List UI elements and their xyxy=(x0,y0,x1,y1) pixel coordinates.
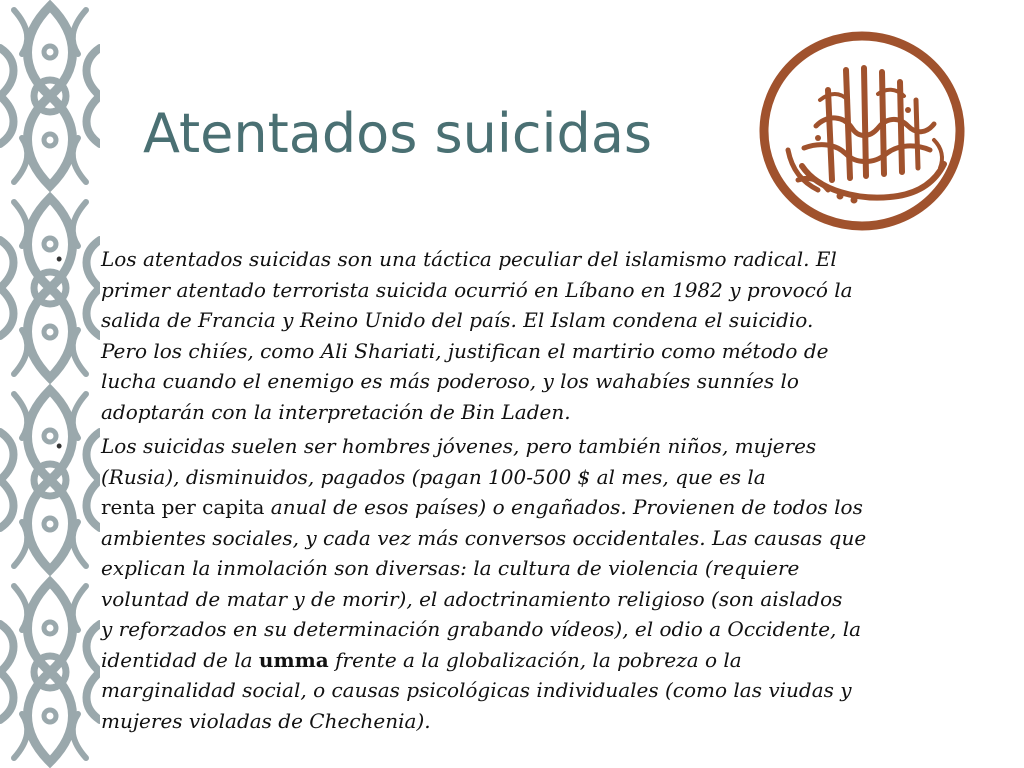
text-line: primer atentado terrorista suicida ocurrió en Líbano en 1982 y provocó la xyxy=(101,277,853,302)
bullet-item xyxy=(0,431,981,736)
emphasized-term: umma xyxy=(258,647,329,672)
text-line xyxy=(101,492,981,523)
text-line: voluntad de matar y de morir), el adoctrinamiento religioso (son aislados xyxy=(101,586,843,611)
text-line: marginalidad social, o causas psicológicas individuales (como las viudas y xyxy=(101,678,852,702)
slide-title: Atentados suicidas xyxy=(143,102,653,165)
text-line: Pero los chiíes, como Ali Shariati, justifican el martirio como método de xyxy=(101,338,829,363)
bullet-marker: • xyxy=(56,436,63,456)
text-segment: renta xyxy=(101,495,156,519)
text-segment: frente a la globalización, la pobreza o la xyxy=(328,647,742,672)
text-line: ambientes sociales, y cada vez más conversos occidentales. Las causas que xyxy=(101,525,867,550)
text-segment: identidad de la xyxy=(101,647,259,672)
bullet-item xyxy=(0,244,981,427)
text-segment: anual de esos países) o engañados. Provienen de todos los xyxy=(264,495,863,519)
text-line: adoptarán con la interpretación de Bin Laden. xyxy=(101,399,571,424)
bullet-marker: • xyxy=(56,249,63,269)
slide-body xyxy=(0,244,1024,736)
text-line: mujeres violadas de Chechenia). xyxy=(101,708,431,733)
text-line: explican la inmolación son diversas: la cultura de violencia (requiere xyxy=(101,556,800,580)
text-line: salida de Francia y Reino Unido del país. El Islam condena el suicidio. xyxy=(101,308,814,332)
calligraphy-seal-icon xyxy=(758,30,966,232)
text-segment: per capita xyxy=(155,495,265,519)
text-line: Los atentados suicidas son una táctica peculiar del islamismo radical. El xyxy=(101,247,837,271)
text-line: (Rusia), disminuidos, pagados (pagan 100-500 $ al mes, que es la xyxy=(101,464,766,489)
text-line: y reforzados en su determinación grabando vídeos), el odio a Occidente, la xyxy=(101,617,862,641)
text-line: Los suicidas suelen ser hombres jóvenes, pero también niños, mujeres xyxy=(101,434,817,458)
text-line: lucha cuando el enemigo es más poderoso, y los wahabíes sunníes lo xyxy=(101,369,799,393)
text-line xyxy=(101,645,981,676)
